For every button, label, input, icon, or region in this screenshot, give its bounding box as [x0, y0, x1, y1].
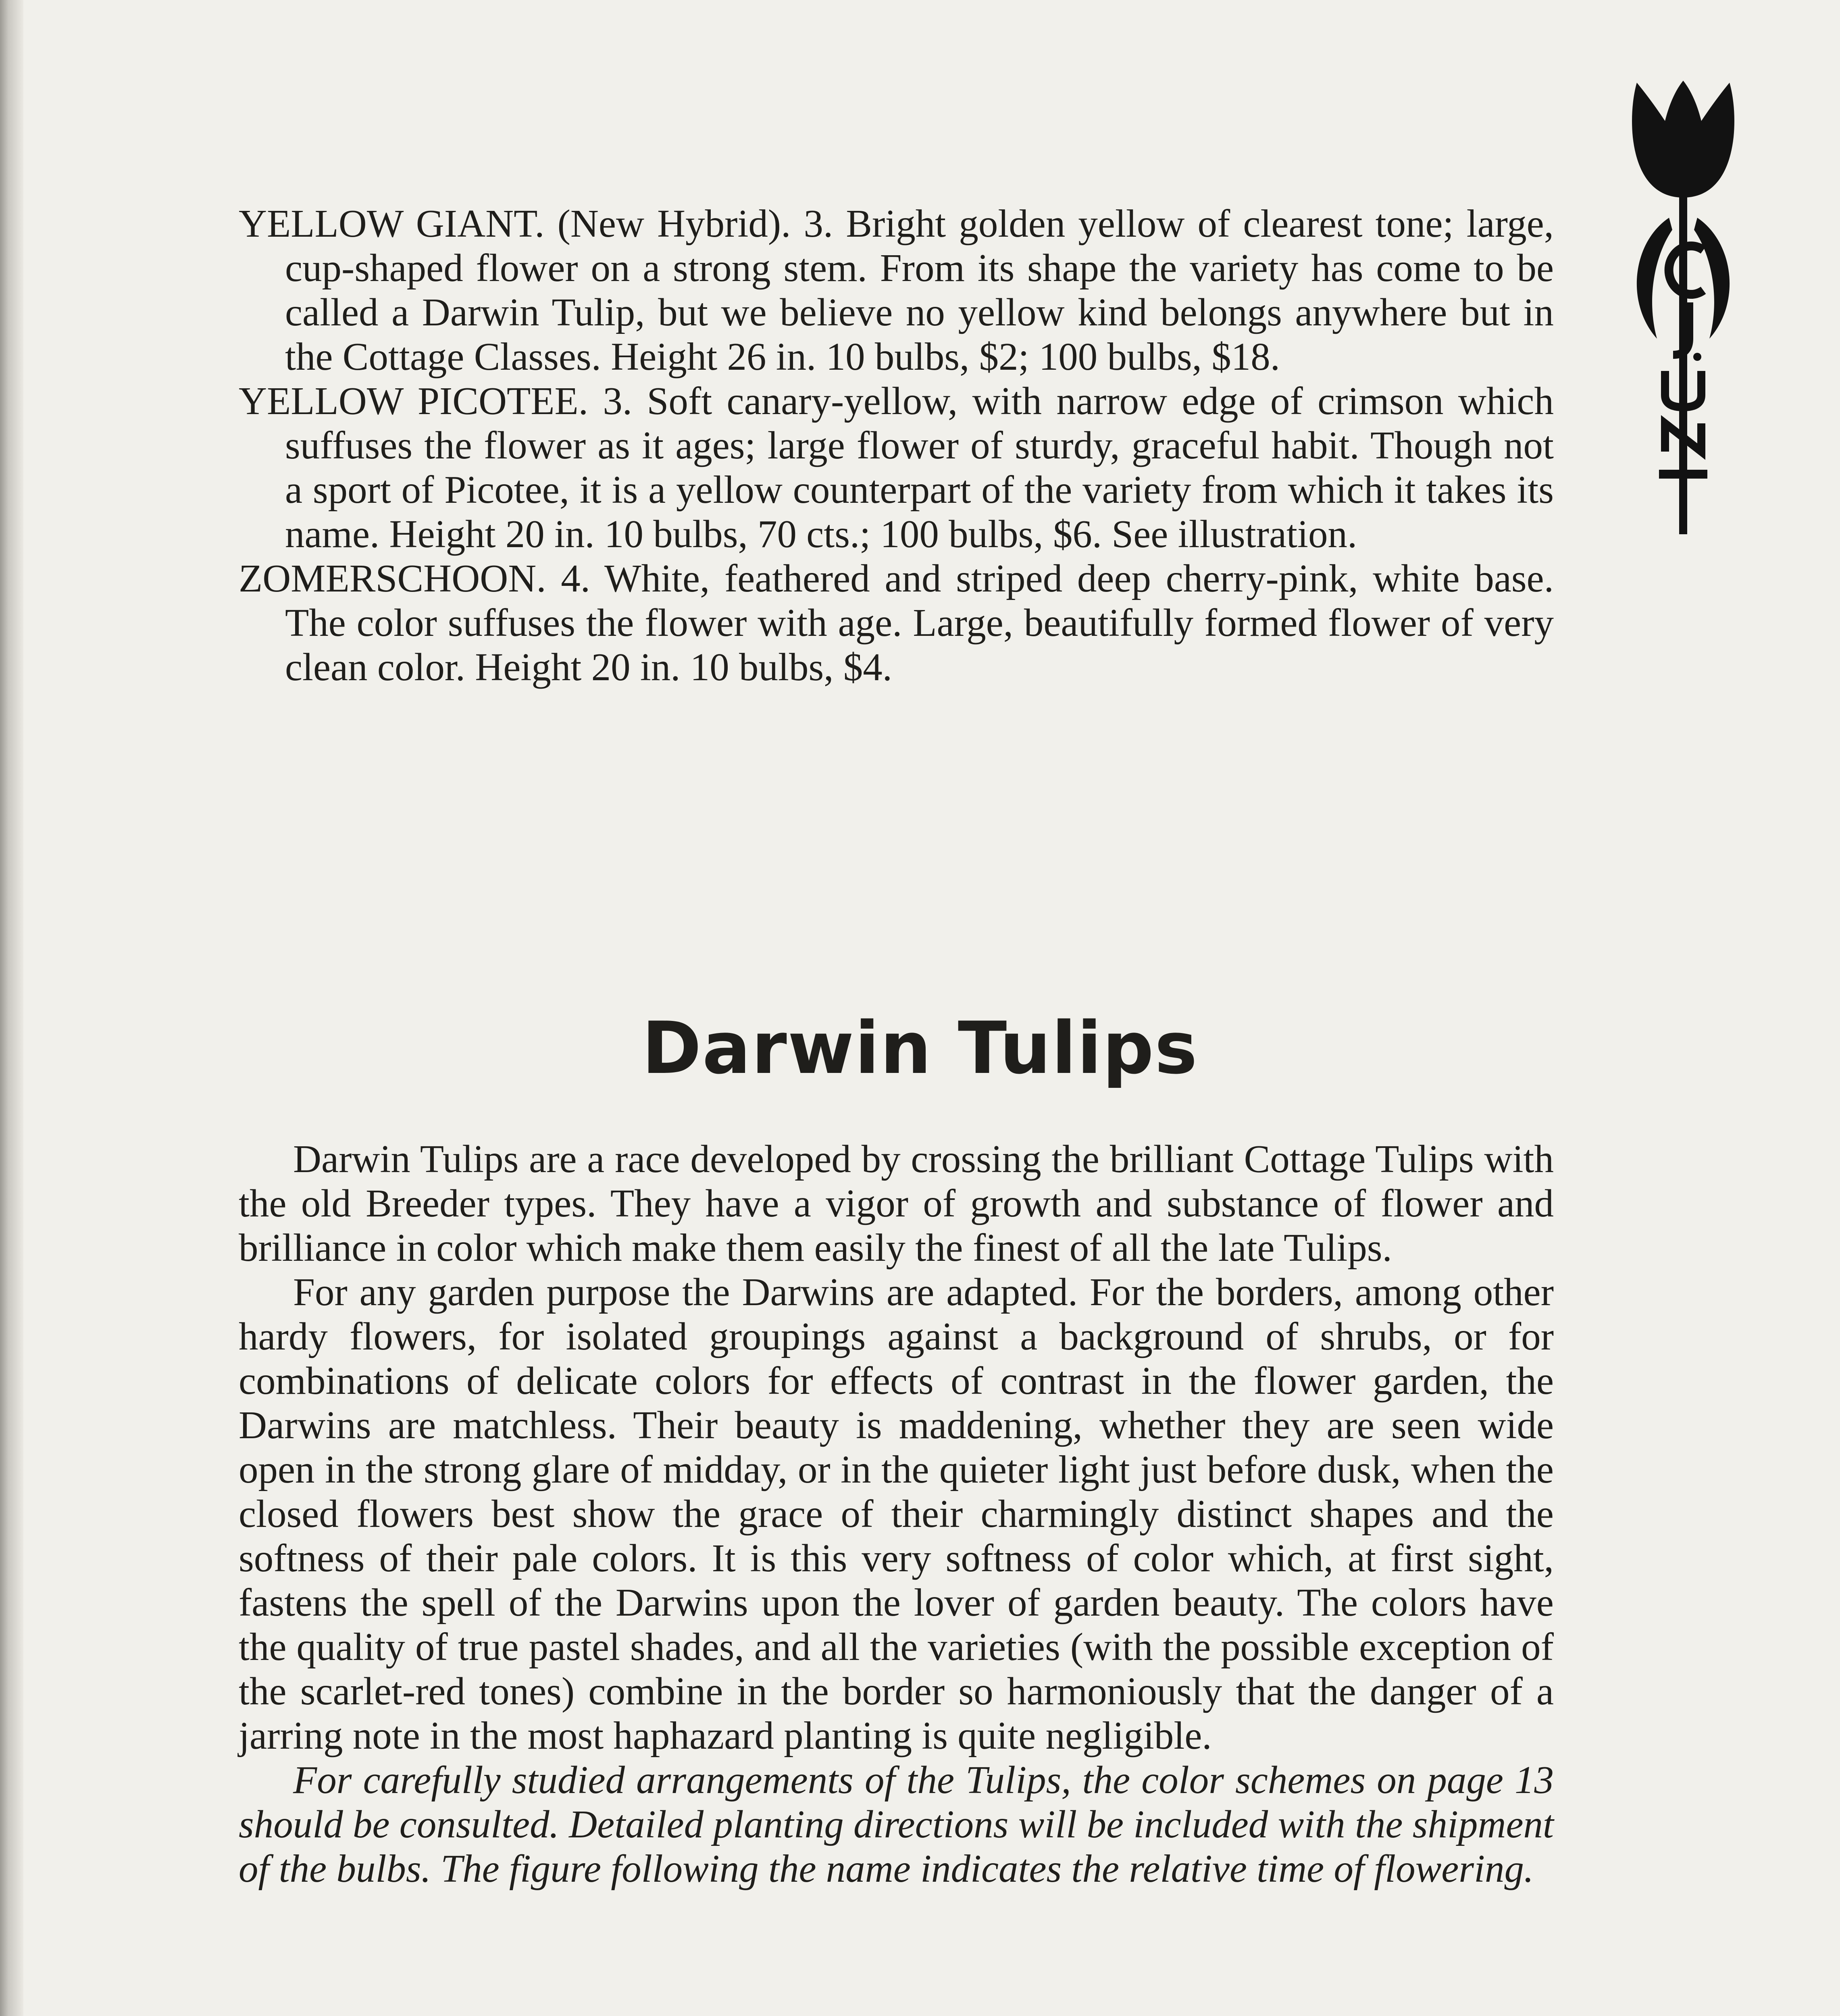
body-paragraph: For any garden purpose the Darwins are adapted. For the borders, among other hardy flowers, for isolated groupings against a background of shrubs, or for combinations of delicate colors for effects of contrast in the flower garden, the Darwins are matchless. Their beauty is maddening, whether they are seen wide open in the strong glare of midday, or in the quieter light just before dusk, when the closed flowers best show the grace of their charmingly distinct shapes and the softness of their pale colors. It is this very softness of color which, at first sight, fastens the spell of the Darwins upon the lover of garden beauty. The colors have the quality of true pastel shades, and all the varieties (with the possible exception of the scarlet-red tones) combine in the border so harmoniously that the danger of a jarring note in the most haphazard planting is quite negligible. — [239, 1270, 1554, 1757]
italic-note: For carefully studied arrangements of the Tulips, the color schemes on page 13 should be consulted. Detailed planting directions will be included with the shipment of the bulbs. The figure following the name indicates the relative time of flowering. — [239, 1758, 1554, 1890]
intro-paragraph: Darwin Tulips are a race developed by crossing the brilliant Cottage Tulips with the old Breeder types. They have a vigor of growth and substance of flower and brilliance in color which make them easily the finest of all the late Tulips. — [239, 1137, 1554, 1269]
tulip-monogram-icon — [1609, 77, 1758, 536]
entry-yellow-giant: YELLOW GIANT. (New Hybrid). 3. Bright golden yellow of clearest tone; large, cup-shaped flower on a strong stem. From its shape the variety has come to be called a Darwin Tulip, but we believe no yellow kind belongs anywhere but in the Cottage Classes. Height 26 in. 10 bulbs, $2; 100 bulbs, $18. — [239, 202, 1554, 378]
variety-entries — [239, 202, 1554, 689]
entry-yellow-picotee: YELLOW PICOTEE. 3. Soft canary-yellow, with narrow edge of crimson which suffuses the flower as it ages; large flower of sturdy, graceful habit. Though not a sport of Picotee, it is a yellow counterpart of the variety from which it takes its name. Height 20 in. 10 bulbs, 70 cts.; 100 bulbs, $6. See illustration. — [239, 379, 1554, 556]
darwin-description — [239, 1137, 1554, 1891]
entry-zomerschoon: ZOMERSCHOON. 4. White, feathered and striped deep cherry-pink, white base. The color suffuses the flower with age. Large, beautifully formed flower of very clean color. Height 20 in. 10 bulbs, $4. — [239, 557, 1554, 689]
section-heading: Darwin Tulips — [642, 1006, 1198, 1090]
